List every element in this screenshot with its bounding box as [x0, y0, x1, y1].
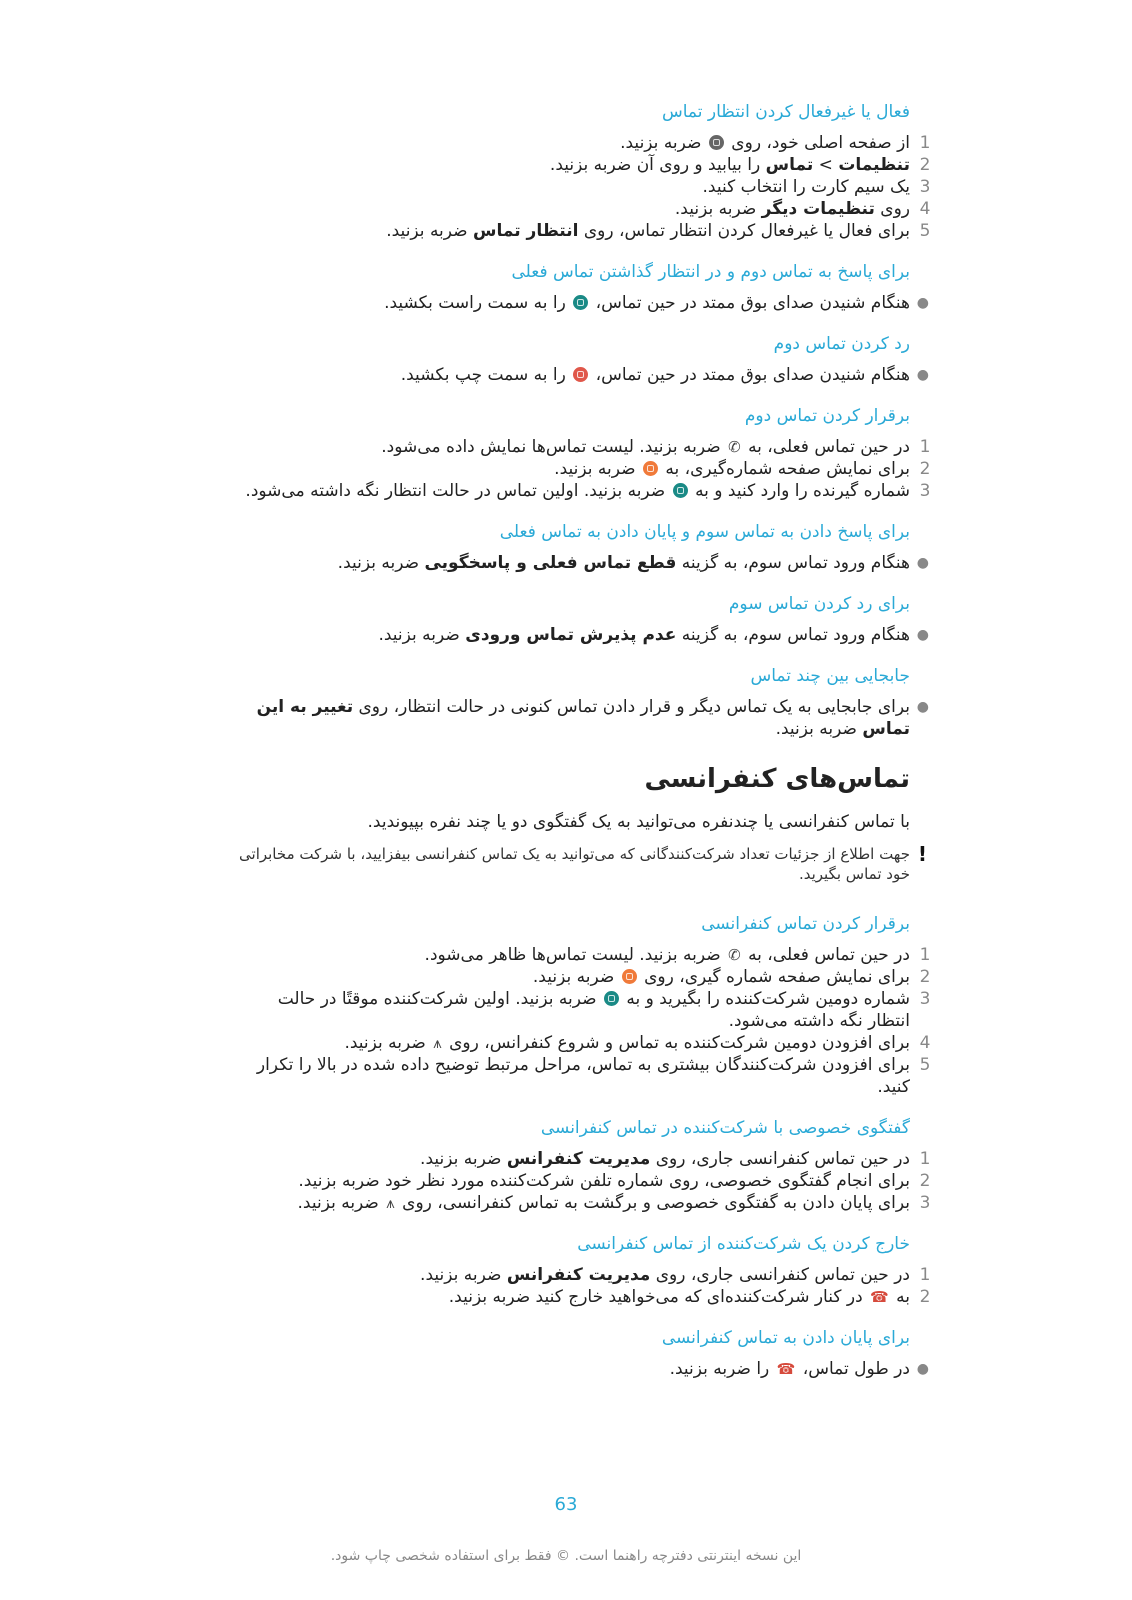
step-item: [0, 944, 1132, 966]
section-answer-third-call: [0, 520, 1132, 574]
answer-call-icon: [573, 295, 588, 310]
bullet-dot: ●: [916, 699, 929, 715]
bullet-list: [0, 292, 1132, 314]
dialpad-icon: [622, 969, 637, 984]
step-number: 2: [919, 459, 931, 479]
step-number: 3: [919, 481, 931, 501]
bullet-item: [0, 1358, 1132, 1380]
bullet-text: برای جابجایی به یک تماس دیگر و قرار دادن تماس کنونی در حالت انتظار، روی: [358, 697, 910, 717]
step-number: 2: [919, 967, 931, 987]
step-text: برای نمایش صفحه شماره‌گیری، به: [665, 459, 910, 479]
bullet-item: [0, 696, 1132, 740]
section-make-second-call: [0, 404, 1132, 502]
step-text: را بیابید و روی آن ضربه بزنید.: [549, 155, 761, 175]
bullet-list: [0, 364, 1132, 386]
step-text: ضربه بزنید.: [297, 1193, 379, 1213]
section-title: خارج کردن یک شرکت‌کننده از تماس کنفرانسی: [577, 1234, 910, 1254]
step-text: ضربه بزنید.: [532, 967, 615, 987]
section-answer-second-call: [0, 260, 1132, 314]
step-text: ضربه بزنید.: [420, 1265, 502, 1285]
menu-path-call: تماس: [765, 155, 814, 175]
step-bold: انتظار تماس: [473, 221, 579, 241]
step-item: [0, 220, 1132, 242]
bullet-dot: ●: [916, 1361, 929, 1377]
step-text: روی: [880, 199, 910, 219]
steps-list: [0, 1264, 1132, 1308]
bullet-text: را به سمت چپ بکشید.: [400, 365, 566, 385]
step-item: [0, 132, 1132, 154]
bullet-text: را به سمت راست بکشید.: [384, 293, 566, 313]
step-item: [0, 1286, 1132, 1308]
step-text: ضربه بزنید.: [344, 1033, 426, 1053]
section-switch-calls: [0, 664, 1132, 740]
steps-list: [0, 944, 1132, 1098]
page-heading: تماس‌های کنفرانسی: [644, 764, 910, 794]
step-item: [0, 1032, 1132, 1054]
step-text: شماره دومین شرکت‌کننده را بگیرید و به: [626, 989, 910, 1009]
step-item: [0, 966, 1132, 988]
note-box: [0, 844, 1132, 884]
bullet-text: ضربه بزنید.: [775, 719, 857, 739]
step-number: 1: [919, 945, 931, 965]
step-text: برای نمایش صفحه شماره گیری، روی: [644, 967, 910, 987]
step-number: 3: [919, 1193, 931, 1213]
section-title: برقرار کردن تماس دوم: [744, 406, 910, 426]
bullet-text: هنگام شنیدن صدای بوق ممتد در حین تماس،: [595, 293, 910, 313]
option-label: عدم پذیرش تماس ورودی: [465, 625, 677, 645]
option-label: مدیریت کنفرانس: [506, 1265, 651, 1285]
step-item: [0, 176, 1132, 198]
section-title: گفتگوی خصوصی با شرکت‌کننده در تماس کنفرانسی: [540, 1118, 910, 1138]
add-call-icon: ✆: [728, 438, 741, 456]
bullet-text: هنگام شنیدن صدای بوق ممتد در حین تماس،: [595, 365, 910, 385]
bullet-text: هنگام ورود تماس سوم، به گزینه: [681, 553, 910, 573]
step-text: شماره گیرنده را وارد کنید و به: [695, 481, 910, 501]
step-text: ضربه بزنید.: [420, 1149, 502, 1169]
step-number: 3: [919, 177, 931, 197]
step-number: 2: [919, 1171, 931, 1191]
step-text: ضربه بزنید.: [674, 199, 757, 219]
section-end-conference: [0, 1326, 1132, 1380]
step-text: ضربه بزنید. اولین تماس در حالت انتظار نگه داشته می‌شود.: [245, 481, 666, 501]
document-page: [0, 100, 1132, 1398]
menu-path-settings: تنظیمات: [838, 155, 910, 175]
merge-calls-icon: ⩚: [433, 1034, 442, 1052]
step-text: در حین تماس فعلی، به: [748, 945, 910, 965]
option-label: تغییر به این تماس: [256, 697, 910, 739]
step-text: برای افزودن شرکت‌کنندگان بیشتری به تماس، مراحل مرتبط توضیح داده شده در بالا را تکرار کنید.: [256, 1055, 910, 1097]
step-text: در حین تماس فعلی، به: [748, 437, 910, 457]
section-title: برای پایان دادن به تماس کنفرانسی: [661, 1328, 910, 1348]
section-make-conference-call: [0, 912, 1132, 1098]
step-text: برای افزودن دومین شرکت‌کننده به تماس و شروع کنفرانس، روی: [449, 1033, 910, 1053]
bullet-text: ضربه بزنید.: [337, 553, 420, 573]
bullet-dot: ●: [916, 367, 929, 383]
section-title: رد کردن تماس دوم: [773, 334, 910, 354]
section-call-waiting: [0, 100, 1132, 242]
step-text: ضربه بزنید. لیست تماس‌ها ظاهر می‌شود.: [424, 945, 721, 965]
section-private-conversation: [0, 1116, 1132, 1214]
section-title: برای رد کردن تماس سوم: [728, 594, 910, 614]
section-title: برای پاسخ به تماس دوم و در انتظار گذاشتن تماس فعلی: [511, 262, 910, 282]
step-item: [0, 480, 1132, 502]
step-item: [0, 154, 1132, 176]
bullet-text: در طول تماس،: [802, 1359, 910, 1379]
steps-list: [0, 132, 1132, 242]
step-text: در حین تماس کنفرانسی جاری، روی: [655, 1149, 910, 1169]
step-text: برای پایان دادن به گفتگوی خصوصی و برگشت به تماس کنفرانسی، روی: [402, 1193, 910, 1213]
step-item: [0, 436, 1132, 458]
step-item: [0, 1170, 1132, 1192]
step-number: 4: [919, 199, 931, 219]
dialpad-icon: [643, 461, 658, 476]
bullet-item: [0, 624, 1132, 646]
bullet-list: [0, 696, 1132, 740]
exclamation-icon: !: [917, 842, 927, 866]
bullet-text: را ضربه بزنید.: [669, 1359, 770, 1379]
section-title: برقرار کردن تماس کنفرانسی: [701, 914, 910, 934]
end-call-icon: ☎: [776, 1360, 796, 1378]
bullet-dot: ●: [916, 627, 929, 643]
step-text: در حین تماس کنفرانسی جاری، روی: [655, 1265, 910, 1285]
bullet-item: [0, 552, 1132, 574]
step-number: 1: [919, 133, 931, 153]
step-text: ضربه بزنید.: [554, 459, 636, 479]
step-text: یک سیم کارت را انتخاب کنید.: [702, 177, 910, 197]
bullet-dot: ●: [916, 295, 929, 311]
step-number: 2: [919, 155, 931, 175]
end-call-icon: ☎: [870, 1288, 889, 1306]
page-number: 63: [554, 1494, 578, 1515]
section-title: جابجایی بین چند تماس: [750, 666, 910, 686]
bullet-dot: ●: [916, 555, 929, 571]
section-reject-third-call: [0, 592, 1132, 646]
bullet-list: [0, 552, 1132, 574]
bullet-item: [0, 292, 1132, 314]
bullet-text: هنگام ورود تماس سوم، به گزینه: [681, 625, 910, 645]
section-reject-second-call: [0, 332, 1132, 386]
step-item: [0, 1192, 1132, 1214]
section-title: فعال یا غیرفعال کردن انتظار تماس: [662, 102, 910, 122]
step-number: 1: [919, 437, 931, 457]
menu-path-separator: >: [813, 155, 839, 175]
step-text: از صفحه اصلی خود، روی: [731, 133, 910, 153]
bullet-list: [0, 1358, 1132, 1380]
call-icon: [604, 991, 619, 1006]
option-label: قطع تماس فعلی و پاسخگویی: [424, 553, 677, 573]
add-call-icon: ✆: [728, 946, 741, 964]
bullet-text: ضربه بزنید.: [378, 625, 460, 645]
intro-paragraph: با تماس کنفرانسی یا چندنفره می‌توانید به یک گفتگوی دو یا چند نفره بپیوندید.: [367, 812, 910, 832]
steps-list: [0, 1148, 1132, 1214]
steps-list: [0, 436, 1132, 502]
step-item: [0, 198, 1132, 220]
call-icon: [673, 483, 688, 498]
option-label: مدیریت کنفرانس: [506, 1149, 651, 1169]
step-number: 1: [919, 1265, 931, 1285]
step-item: [0, 988, 1132, 1032]
decline-call-icon: [573, 367, 588, 382]
step-text: در کنار شرکت‌کننده‌ای که می‌خواهید خارج کنید ضربه بزنید.: [448, 1287, 863, 1307]
step-bold: تنظیمات دیگر: [761, 199, 875, 219]
step-number: 2: [919, 1287, 931, 1307]
step-number: 5: [919, 221, 931, 241]
footer-note: این نسخه اینترنتی دفترچه راهنما است. © فقط برای استفاده شخصی چاپ شود.: [330, 1548, 802, 1564]
step-number: 5: [919, 1055, 931, 1075]
step-text: برای فعال یا غیرفعال کردن انتظار تماس، روی: [583, 221, 910, 241]
step-text: ضربه بزنید.: [620, 133, 702, 153]
step-text: ضربه بزنید.: [386, 221, 468, 241]
step-item: [0, 1148, 1132, 1170]
note-text: جهت اطلاع از جزئیات تعداد شرکت‌کنندگانی که می‌توانید به یک تماس کنفرانسی بیفزایید، با شرکت مخابراتی خود تماس بگیرید.: [239, 845, 910, 883]
step-item: [0, 1264, 1132, 1286]
bullet-item: [0, 364, 1132, 386]
apps-grid-icon: [709, 135, 724, 150]
step-text: ضربه بزنید. لیست تماس‌ها نمایش داده می‌شود.: [381, 437, 721, 457]
section-remove-participant: [0, 1232, 1132, 1308]
step-number: 1: [919, 1149, 931, 1169]
step-text: برای انجام گفتگوی خصوصی، روی شماره تلفن شرکت‌کننده مورد نظر خود ضربه بزنید.: [298, 1171, 910, 1191]
step-item: [0, 1054, 1132, 1098]
merge-calls-icon: ⩚: [386, 1194, 395, 1212]
step-text: به: [896, 1287, 910, 1307]
step-item: [0, 458, 1132, 480]
bullet-list: [0, 624, 1132, 646]
section-title: برای پاسخ دادن به تماس سوم و پایان دادن به تماس فعلی: [499, 522, 910, 542]
step-number: 4: [919, 1033, 931, 1053]
step-text: ضربه بزنید. اولین شرکت‌کننده موقتًا در حالت انتظار نگه داشته می‌شود.: [277, 989, 910, 1031]
step-number: 3: [919, 989, 931, 1009]
